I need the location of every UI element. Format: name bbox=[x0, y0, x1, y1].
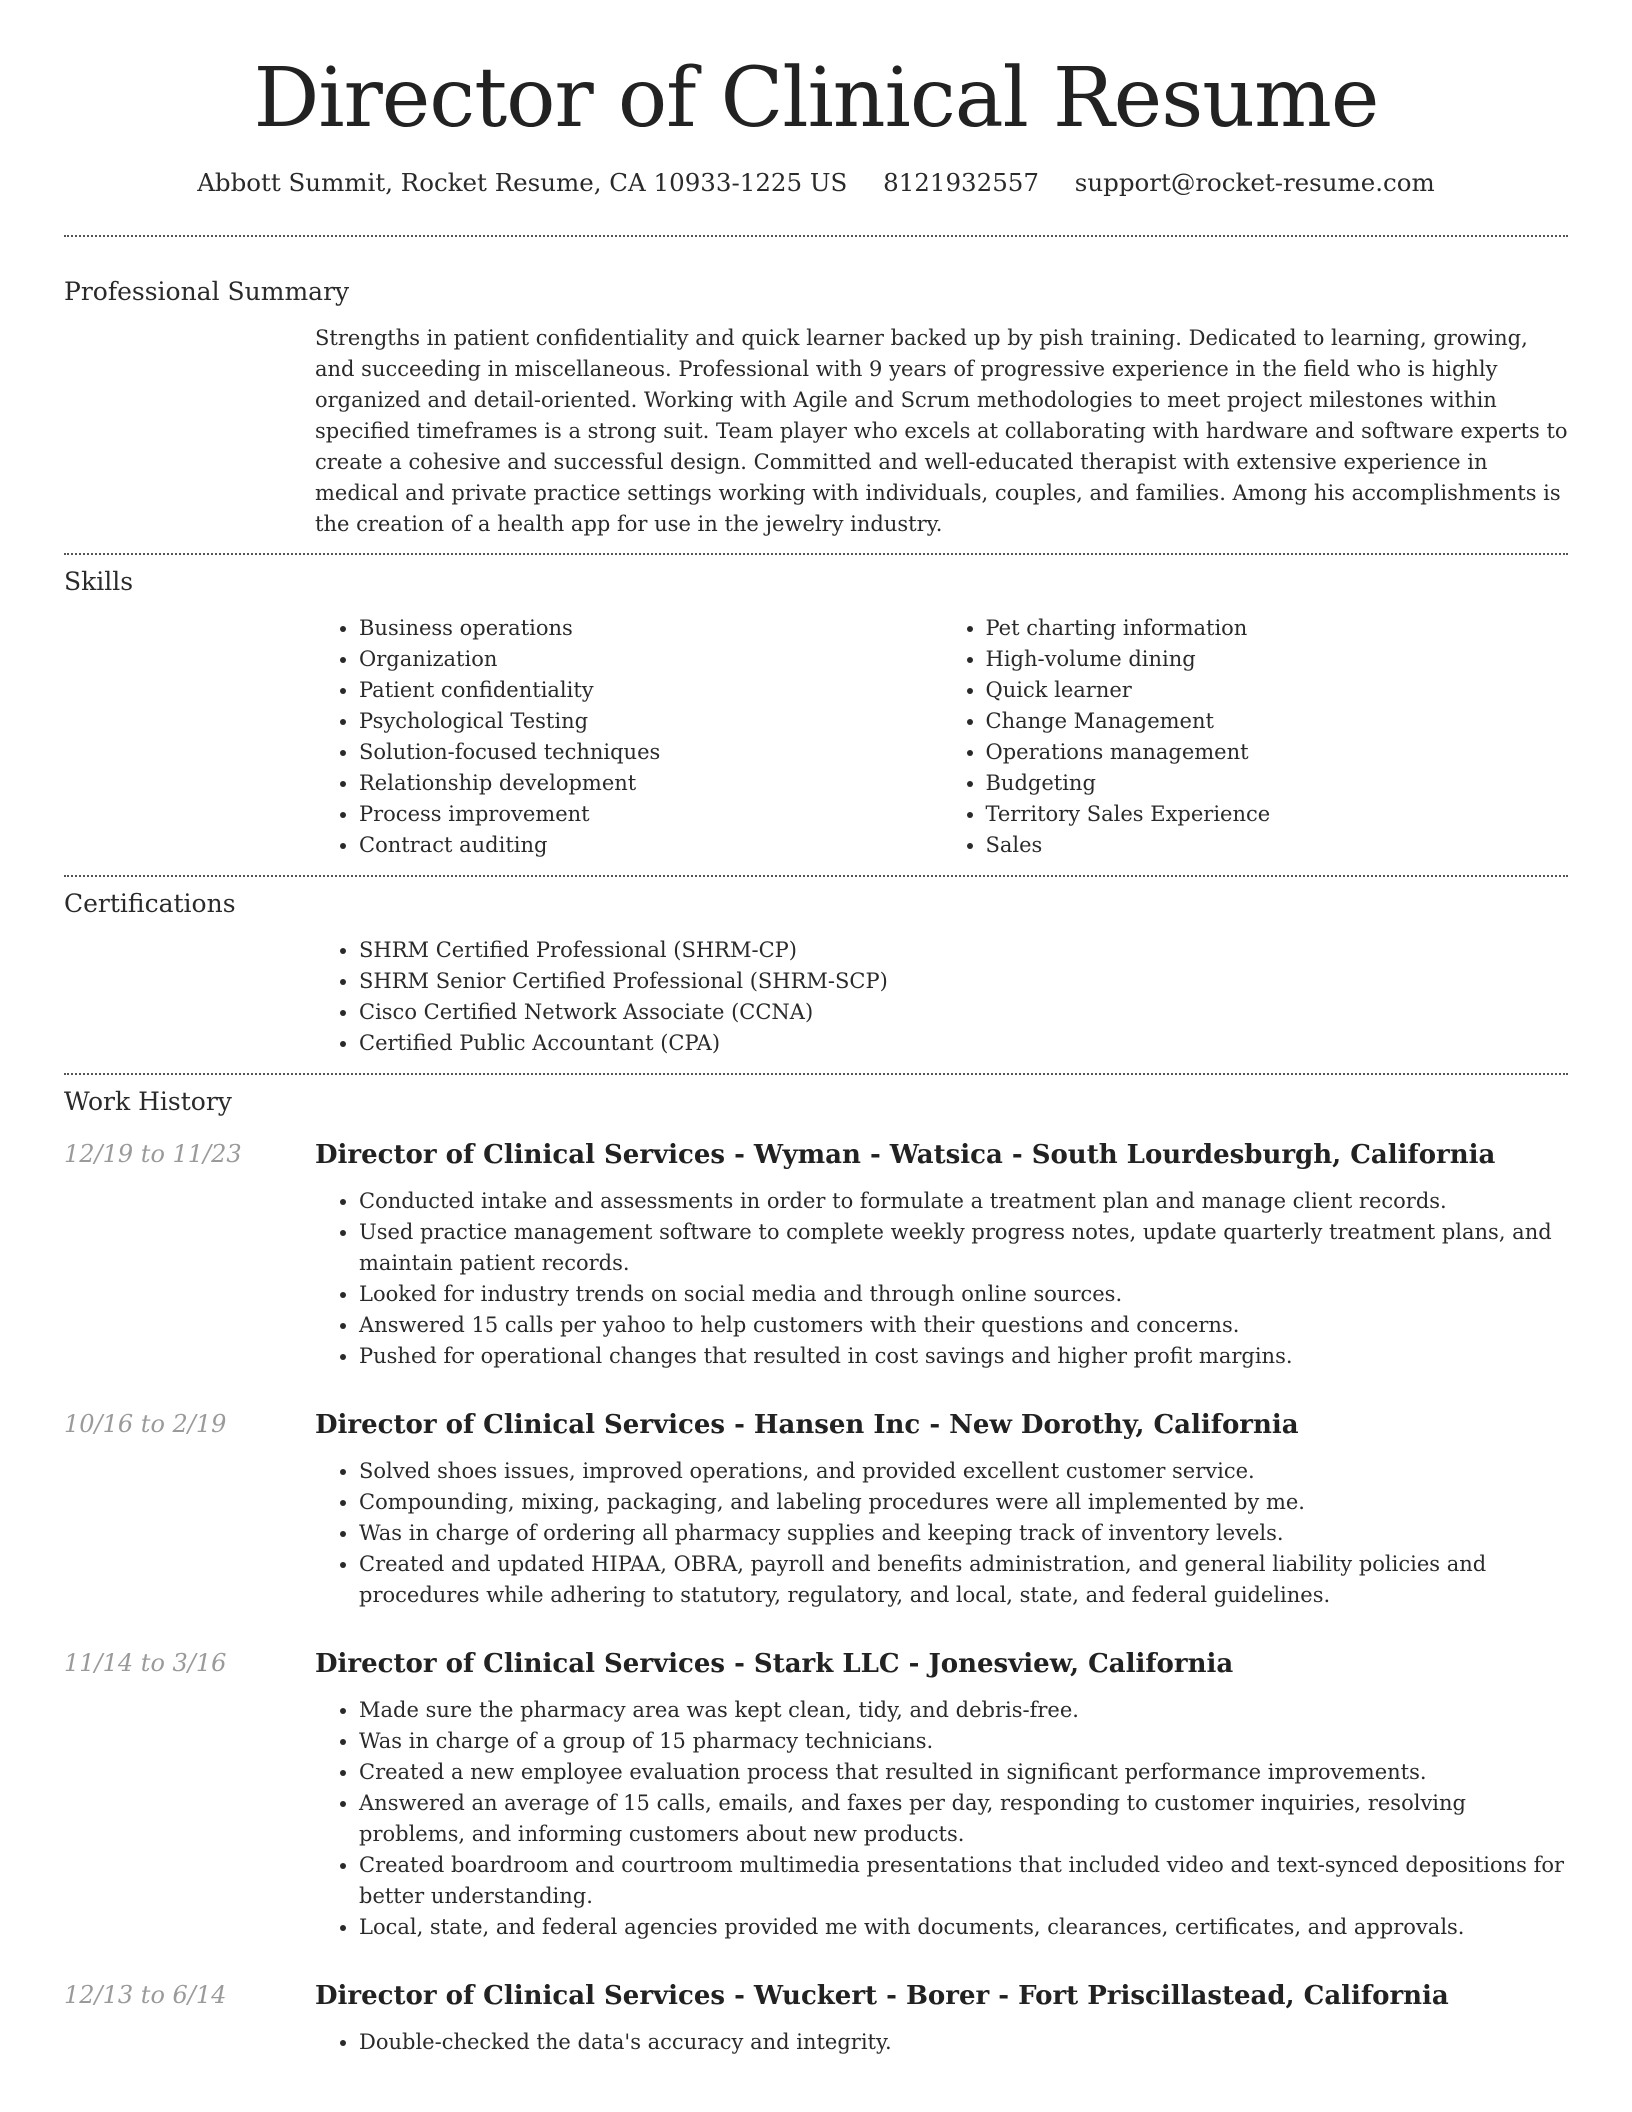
job-bullet: • Answered 15 calls per yahoo to help customers with their questions and concerns. bbox=[359, 1310, 1568, 1341]
job-entry bbox=[64, 1649, 1568, 1943]
skill-item: • Contract auditing bbox=[359, 830, 942, 861]
skills-heading: Skills bbox=[64, 567, 134, 597]
certifications-list bbox=[315, 935, 1568, 1059]
certification-item: • SHRM Certified Professional (SHRM-CP) bbox=[359, 935, 1568, 966]
skills-list-left bbox=[315, 613, 942, 861]
job-bullet: • Local, state, and federal agencies provided me with documents, clearances, certificates, and approvals. bbox=[359, 1912, 1568, 1943]
job-bullet: • Created a new employee evaluation process that resulted in significant performance improvements. bbox=[359, 1757, 1568, 1788]
certifications-heading: Certifications bbox=[64, 889, 236, 919]
job-dates: 12/19 to 11/23 bbox=[64, 1140, 242, 1169]
work-history-heading: Work History bbox=[64, 1087, 232, 1117]
summary-text: Strengths in patient confidentiality and quick learner backed up by pish training. Dedicated to learning, growing, and succeeding in miscellaneous. Professional with 9 years of progressive experience in the field who is highly organized and detail-oriented. Working with Agile and Scrum methodologies to meet project milestones within specified timeframes is a strong suit. Team player who excels at collaborating with hardware and software experts to create a cohesive and successful design. Committed and well-educated therapist with extensive experience in medical and private practice settings working with individuals, couples, and families. Among his accomplishments is the creation of a health app for use in the jewelry industry. bbox=[315, 326, 1568, 537]
summary-section bbox=[315, 323, 1568, 540]
certification-item: • SHRM Senior Certified Professional (SHRM-SCP) bbox=[359, 966, 1568, 997]
job-bullets bbox=[315, 2027, 1568, 2058]
skill-item: • Change Management bbox=[986, 706, 1569, 737]
job-title: Director of Clinical Services - Stark LLC - Jonesview, California bbox=[315, 1649, 1234, 1680]
job-bullet: • Created boardroom and courtroom multimedia presentations that included video and text-synced depositions for better understanding. bbox=[359, 1850, 1568, 1912]
job-body bbox=[315, 1649, 1568, 1943]
job-entry bbox=[64, 1981, 1568, 2058]
divider bbox=[64, 553, 1568, 555]
job-body bbox=[315, 1981, 1568, 2058]
skill-item: • Patient confidentiality bbox=[359, 675, 942, 706]
job-bullet: • Solved shoes issues, improved operations, and provided excellent customer service. bbox=[359, 1456, 1568, 1487]
job-bullet: • Answered an average of 15 calls, emails, and faxes per day, responding to customer inquiries, resolving problems, and informing customers about new products. bbox=[359, 1788, 1568, 1850]
job-bullet: • Compounding, mixing, packaging, and labeling procedures were all implemented by me. bbox=[359, 1487, 1568, 1518]
job-bullet: • Conducted intake and assessments in order to formulate a treatment plan and manage client records. bbox=[359, 1186, 1568, 1217]
job-bullet: • Looked for industry trends on social media and through online sources. bbox=[359, 1279, 1568, 1310]
job-bullets bbox=[315, 1456, 1568, 1611]
job-bullet: • Used practice management software to complete weekly progress notes, update quarterly treatment plans, and maintain patient records. bbox=[359, 1217, 1568, 1279]
job-bullet: • Made sure the pharmacy area was kept clean, tidy, and debris-free. bbox=[359, 1695, 1568, 1726]
skill-item: • Quick learner bbox=[986, 675, 1569, 706]
job-body bbox=[315, 1140, 1568, 1372]
divider bbox=[64, 235, 1568, 237]
skill-item: • Relationship development bbox=[359, 768, 942, 799]
contact-address: Abbott Summit, Rocket Resume, CA 10933-1225 US bbox=[197, 168, 848, 198]
certification-item: • Cisco Certified Network Associate (CCNA) bbox=[359, 997, 1568, 1028]
job-title: Director of Clinical Services - Wuckert - Borer - Fort Priscillastead, California bbox=[315, 1981, 1449, 2012]
divider bbox=[64, 1073, 1568, 1075]
divider bbox=[64, 875, 1568, 877]
job-dates: 10/16 to 2/19 bbox=[64, 1410, 227, 1439]
skill-item: • Solution-focused techniques bbox=[359, 737, 942, 768]
summary-heading: Professional Summary bbox=[64, 277, 350, 307]
job-title: Director of Clinical Services - Hansen Inc - New Dorothy, California bbox=[315, 1410, 1299, 1441]
skill-item: • High-volume dining bbox=[986, 644, 1569, 675]
certification-item: • Certified Public Accountant (CPA) bbox=[359, 1028, 1568, 1059]
job-entry bbox=[64, 1140, 1568, 1372]
skill-item: • Territory Sales Experience bbox=[986, 799, 1569, 830]
skill-item: • Pet charting information bbox=[986, 613, 1569, 644]
skills-list-right bbox=[942, 613, 1569, 861]
job-bullet: • Was in charge of a group of 15 pharmacy technicians. bbox=[359, 1726, 1568, 1757]
skill-item: • Organization bbox=[359, 644, 942, 675]
skills-section bbox=[315, 613, 1568, 861]
skill-item: • Business operations bbox=[359, 613, 942, 644]
job-dates: 12/13 to 6/14 bbox=[64, 1981, 227, 2010]
job-bullets bbox=[315, 1186, 1568, 1372]
job-bullet: • Pushed for operational changes that resulted in cost savings and higher profit margins. bbox=[359, 1341, 1568, 1372]
resume-title: Director of Clinical Resume bbox=[253, 51, 1379, 146]
contact-phone: 8121932557 bbox=[883, 168, 1039, 198]
job-bullets bbox=[315, 1695, 1568, 1943]
job-dates: 11/14 to 3/16 bbox=[64, 1649, 227, 1678]
skill-item: • Operations management bbox=[986, 737, 1569, 768]
job-title: Director of Clinical Services - Wyman - Watsica - South Lourdesburgh, California bbox=[315, 1140, 1496, 1171]
skill-item: • Process improvement bbox=[359, 799, 942, 830]
resume-page bbox=[64, 0, 1568, 2058]
certifications-section bbox=[315, 935, 1568, 1059]
job-bullet: • Was in charge of ordering all pharmacy supplies and keeping track of inventory levels. bbox=[359, 1518, 1568, 1549]
job-bullet: • Created and updated HIPAA, OBRA, payroll and benefits administration, and general liability policies and procedures while adhering to statutory, regulatory, and local, state, and federal guidelines. bbox=[359, 1549, 1568, 1611]
contact-line bbox=[64, 168, 1568, 197]
skill-item: • Psychological Testing bbox=[359, 706, 942, 737]
skill-item: • Sales bbox=[986, 830, 1569, 861]
contact-email: support@rocket-resume.com bbox=[1074, 168, 1435, 198]
job-body bbox=[315, 1410, 1568, 1611]
job-entry bbox=[64, 1410, 1568, 1611]
skill-item: • Budgeting bbox=[986, 768, 1569, 799]
job-bullet: • Double-checked the data's accuracy and integrity. bbox=[359, 2027, 1568, 2058]
